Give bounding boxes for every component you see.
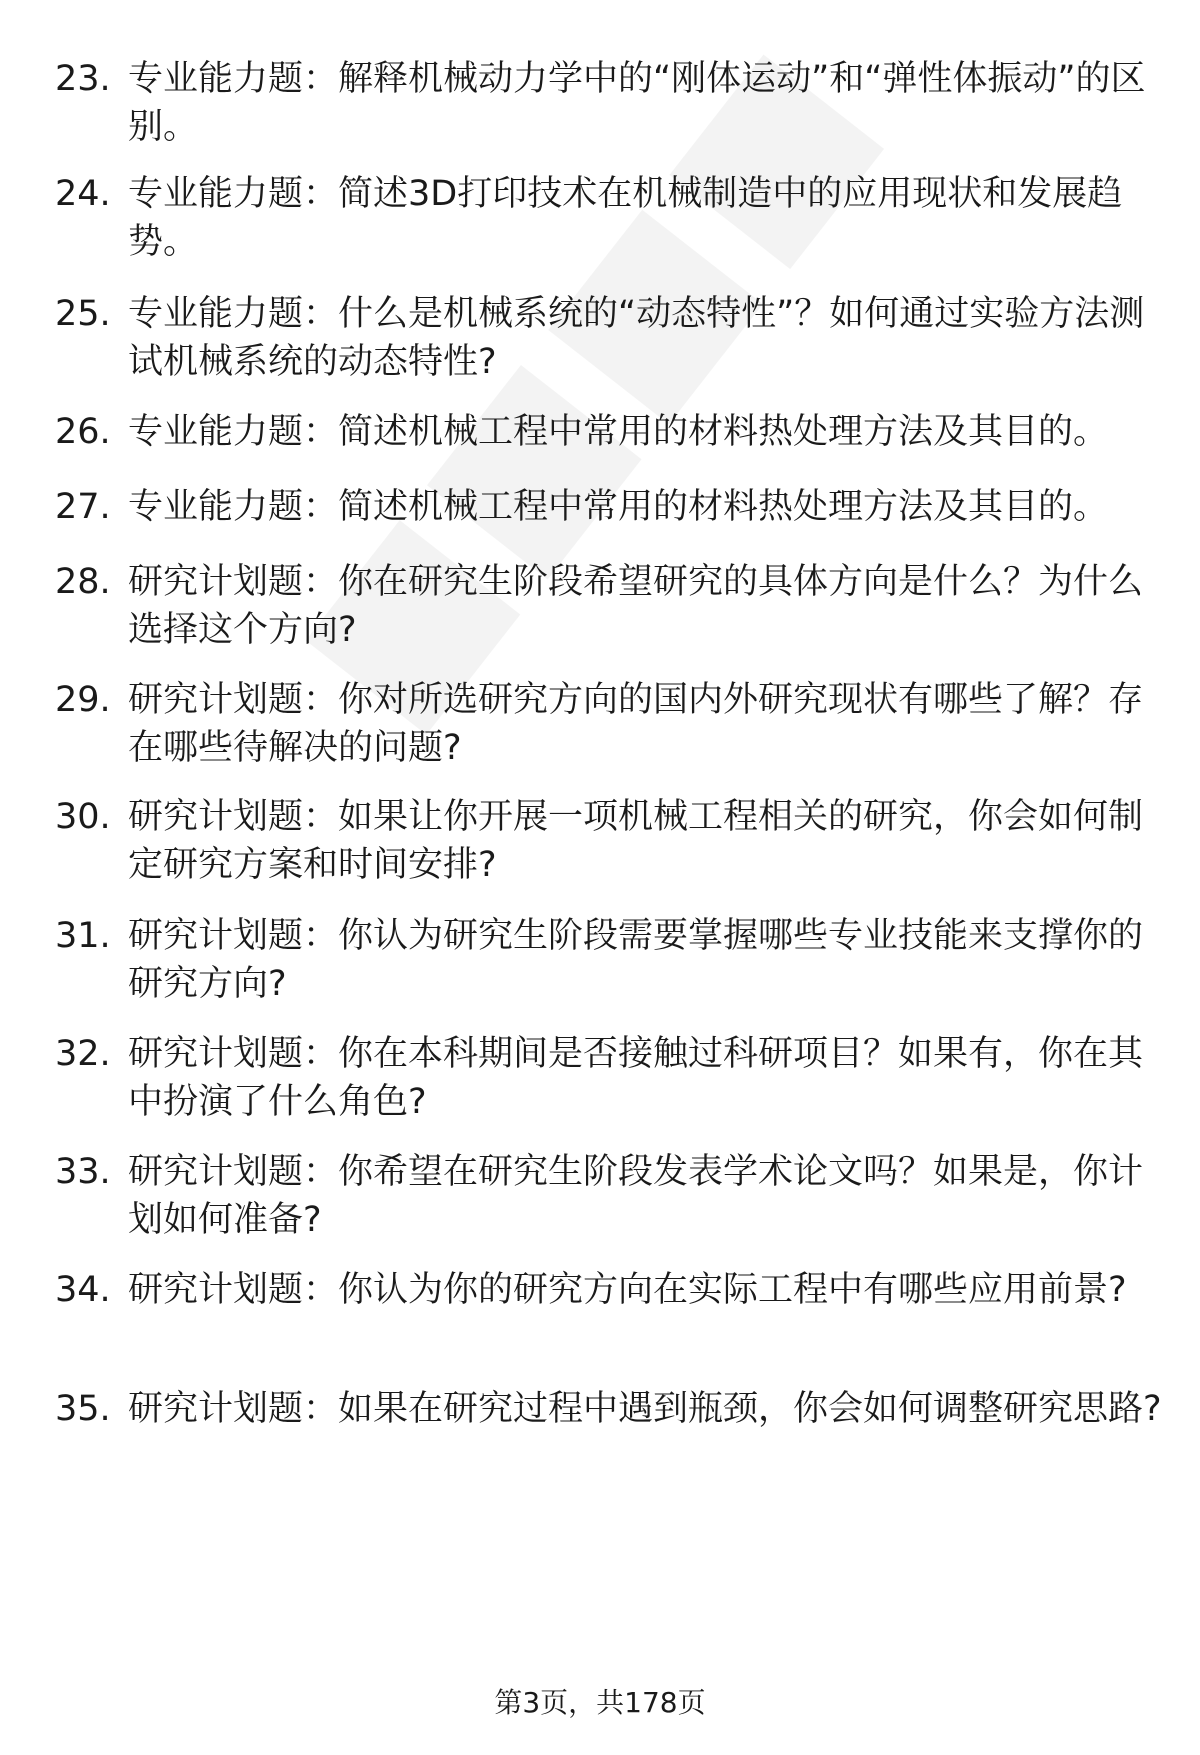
question-text: 研究计划题：你认为你的研究方向在实际工程中有哪些应用前景?: [128, 1270, 1127, 1310]
question-text: 专业能力题：简述机械工程中常用的材料热处理方法及其目的。: [128, 412, 1109, 452]
question-text: 专业能力题：解释机械动力学中的“刚体运动”和“弹性体振动”的区别。: [128, 59, 1146, 147]
question-number: 32.: [55, 1034, 111, 1074]
question-item: [55, 55, 1165, 151]
question-number: 35.: [55, 1389, 111, 1429]
question-text: 研究计划题：你希望在研究生阶段发表学术论文吗？如果是，你计划如何准备?: [128, 1152, 1144, 1240]
question-number: 31.: [55, 916, 111, 956]
question-item: [55, 1148, 1165, 1244]
question-text: 专业能力题：简述3D打印技术在机械制造中的应用现状和发展趋势。: [128, 174, 1123, 262]
question-number: 34.: [55, 1270, 111, 1310]
question-item: [55, 290, 1165, 386]
question-number: 27.: [55, 487, 111, 527]
question-text: 研究计划题：你在研究生阶段希望研究的具体方向是什么？为什么选择这个方向?: [128, 562, 1144, 650]
question-text: 研究计划题：如果在研究过程中遇到瓶颈，你会如何调整研究思路?: [128, 1389, 1162, 1429]
question-text: 研究计划题：你对所选研究方向的国内外研究现状有哪些了解？存在哪些待解决的问题?: [128, 680, 1144, 768]
question-item: [55, 408, 1165, 456]
question-item: [55, 1385, 1165, 1433]
question-text: 研究计划题：你认为研究生阶段需要掌握哪些专业技能来支撑你的研究方向?: [128, 916, 1144, 1004]
question-item: [55, 793, 1165, 889]
question-number: 28.: [55, 562, 111, 602]
question-item: [55, 676, 1165, 772]
question-item: [55, 912, 1165, 1008]
question-number: 25.: [55, 294, 111, 334]
question-number: 30.: [55, 797, 111, 837]
question-number: 24.: [55, 174, 111, 214]
question-item: [55, 1266, 1165, 1314]
question-text: 专业能力题：简述机械工程中常用的材料热处理方法及其目的。: [128, 487, 1109, 527]
question-number: 23.: [55, 59, 111, 99]
question-item: [55, 558, 1165, 654]
question-text: 专业能力题：什么是机械系统的“动态特性”？如何通过实验方法测试机械系统的动态特性?: [128, 294, 1145, 382]
question-item: [55, 170, 1165, 266]
question-number: 29.: [55, 680, 111, 720]
question-number: 26.: [55, 412, 111, 452]
question-text: 研究计划题：如果让你开展一项机械工程相关的研究，你会如何制定研究方案和时间安排?: [128, 797, 1144, 885]
question-number: 33.: [55, 1152, 111, 1192]
question-text: 研究计划题：你在本科期间是否接触过科研项目？如果有，你在其中扮演了什么角色?: [128, 1034, 1144, 1122]
question-item: [55, 1030, 1165, 1126]
question-item: [55, 483, 1165, 531]
page-indicator: 第3页，共178页: [494, 1686, 706, 1719]
